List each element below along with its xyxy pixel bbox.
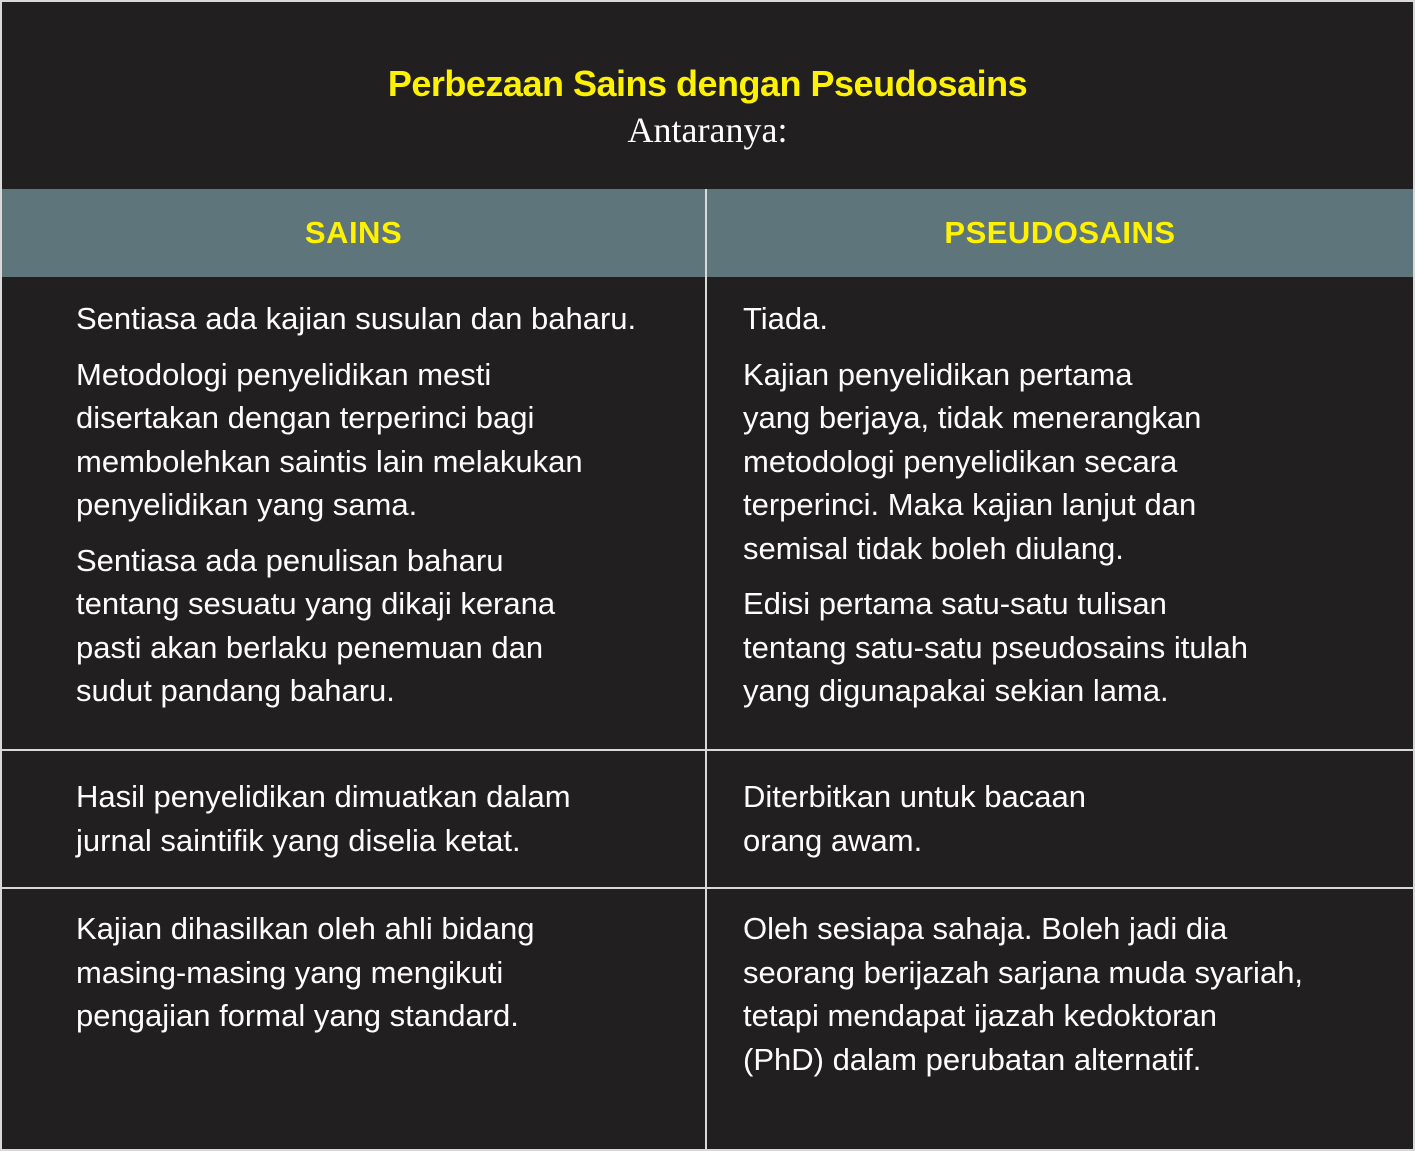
header-sains: SAINS [2, 189, 707, 277]
sains-text: Hasil penyelidikan dimuatkan dalam jurnal saintifik yang diselia ketat. [76, 779, 571, 858]
cell-sains [2, 277, 707, 749]
pseudosains-text: Diterbitkan untuk bacaan orang awam. [743, 779, 1086, 858]
pseudosains-text: Tiada. [743, 301, 829, 336]
table-row [2, 277, 1413, 749]
table-row [2, 749, 1413, 887]
table-row [2, 887, 1413, 1151]
table-header [2, 189, 1413, 277]
pseudosains-text: Oleh sesiapa sahaja. Boleh jadi dia seorang berijazah sarjana muda syariah, tetapi mendapat ijazah kedoktoran (PhD) dalam perubatan alternatif. [743, 911, 1304, 1077]
page-subtitle: Antaranya: [627, 110, 788, 150]
cell-pseudosains [707, 751, 1413, 887]
sains-text: Kajian dihasilkan oleh ahli bidang masing-masing yang mengikuti pengajian formal yang standard. [76, 911, 535, 1033]
cell-pseudosains [707, 277, 1413, 749]
pseudosains-text: Kajian penyelidikan pertama yang berjaya, tidak menerangkan metodologi penyelidikan secara terperinci. Maka kajian lanjut dan semisal tidak boleh diulang. [743, 356, 1202, 566]
sains-text: Sentiasa ada kajian susulan dan baharu. [76, 301, 637, 336]
title-block [2, 2, 1413, 189]
page-title: Perbezaan Sains dengan Pseudosains [387, 63, 1028, 104]
sains-text: Sentiasa ada penulisan baharu tentang sesuatu yang dikaji kerana pasti akan berlaku penemuan dan sudut pandang baharu. [76, 542, 556, 708]
cell-sains [2, 889, 707, 1151]
sains-text: Metodologi penyelidikan mesti disertakan dengan terperinci bagi membolehkan saintis lain melakukan penyelidikan yang sama. [76, 356, 583, 522]
cell-sains [2, 751, 707, 887]
cell-pseudosains [707, 889, 1413, 1151]
pseudosains-text: Edisi pertama satu-satu tulisan tentang satu-satu pseudosains itulah yang digunapakai sekian lama. [743, 586, 1248, 708]
header-pseudosains: PSEUDOSAINS [944, 215, 1176, 250]
